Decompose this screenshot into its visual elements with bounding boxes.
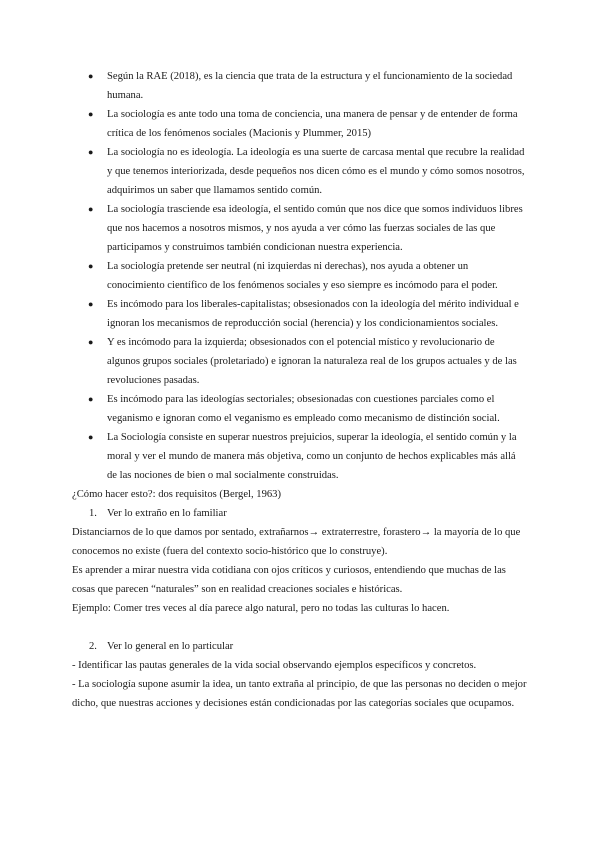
bullet-icon: ● [88, 204, 94, 214]
paragraph: - La sociología supone asumir la idea, un tanto extraña al principio, de que las personas no deciden o mejor dicho, que nuestras acciones y decisiones están condicionadas por las categorías sociales que ocupamos. [72, 679, 527, 709]
list-item: ● Es incómodo para los liberales-capitalistas; obsesionados con la ideología del mérito individual e ignoran los mecanismos de reproducción social (herencia) y los condicionamientos sociales. [0, 295, 600, 333]
list-item: ● La sociología pretende ser neutral (ni izquierdas ni derechas), nos ayuda a obtener un conocimiento científico de los fenómenos sociales y eso siempre es incómodo para el poder. [0, 257, 600, 295]
list-item: ● Según la RAE (2018), es la ciencia que trata de la estructura y el funcionamiento de la sociedad humana. [0, 67, 600, 105]
item-number: 2. [89, 641, 97, 652]
bullet-icon: ● [88, 147, 94, 157]
bullet-icon: ● [88, 299, 94, 309]
list-item: ● Es incómodo para las ideologías sectoriales; obsesionadas con cuestiones parciales como el veganismo e ignoran como el veganismo es empleado como mecanismo de distinción social. [0, 390, 600, 428]
numbered-item-2 [0, 637, 600, 656]
bullet-icon: ● [88, 109, 94, 119]
list-item: ● La Sociología consiste en superar nuestros prejuicios, superar la ideología, el sentido común y la moral y ver el mundo de manera más objetiva, como un conjunto de hechos explicables más allá de las nociones de bien o mal socialmente construidas. [0, 428, 600, 485]
item-title: Ver lo extraño en lo familiar [107, 508, 227, 519]
paragraph: Es aprender a mirar nuestra vida cotidiana con ojos críticos y curiosos, entendiendo que muchas de las cosas que parecen “naturales” son en realidad creaciones sociales e históricas. [72, 565, 506, 595]
bullet-list [0, 67, 600, 485]
list-item: ● La sociología no es ideología. La ideología es una suerte de carcasa mental que recubre la realidad y que tenemos interiorizada, desde pequeños nos dicen cómo es el mundo y cómo somos nosotros, adquirimos un saber que llamamos sentido común. [0, 143, 600, 200]
item-title: Ver lo general en lo particular [107, 641, 234, 652]
bullet-icon: ● [88, 71, 94, 81]
list-item: ● Y es incómodo para la izquierda; obsesionados con el potencial místico y revolucionario de algunos grupos sociales (proletariado) e ignoran la naturaleza real de los grupos actuales y de las revoluciones pasadas. [0, 333, 600, 390]
numbered-item-1 [0, 504, 600, 523]
list-item: ● La sociología trasciende esa ideología, el sentido común que nos dice que somos individuos libres que nos hacemos a nosotros mismos, y nos ayuda a ver cómo las fuerzas sociales de las que participamos y construimos también condicionan nuestra experiencia. [0, 200, 600, 257]
paragraph: - Identificar las pautas generales de la vida social observando ejemplos específicos y concretos. [72, 660, 477, 671]
item-number: 1. [89, 508, 97, 519]
bullet-icon: ● [88, 261, 94, 271]
question-heading: ¿Cómo hacer esto?: dos requisitos (Bergel, 1963) [72, 489, 281, 500]
bullet-icon: ● [88, 337, 94, 347]
paragraph: Distanciarnos de lo que damos por sentado, extrañarnos→ extraterrestre, forastero→ la mayoría de lo que conocemos no existe (fuera del contexto socio-histórico que lo construye). [72, 527, 521, 557]
spacer [0, 618, 600, 637]
paragraph: Ejemplo: Comer tres veces al día parece algo natural, pero no todas las culturas lo hacen. [72, 603, 450, 614]
document-body [0, 67, 600, 713]
bullet-icon: ● [88, 394, 94, 404]
list-item: ● La sociología es ante todo una toma de conciencia, una manera de pensar y de entender de forma crítica de los fenómenos sociales (Macionis y Plummer, 2015) [0, 105, 600, 143]
bullet-icon: ● [88, 432, 94, 442]
